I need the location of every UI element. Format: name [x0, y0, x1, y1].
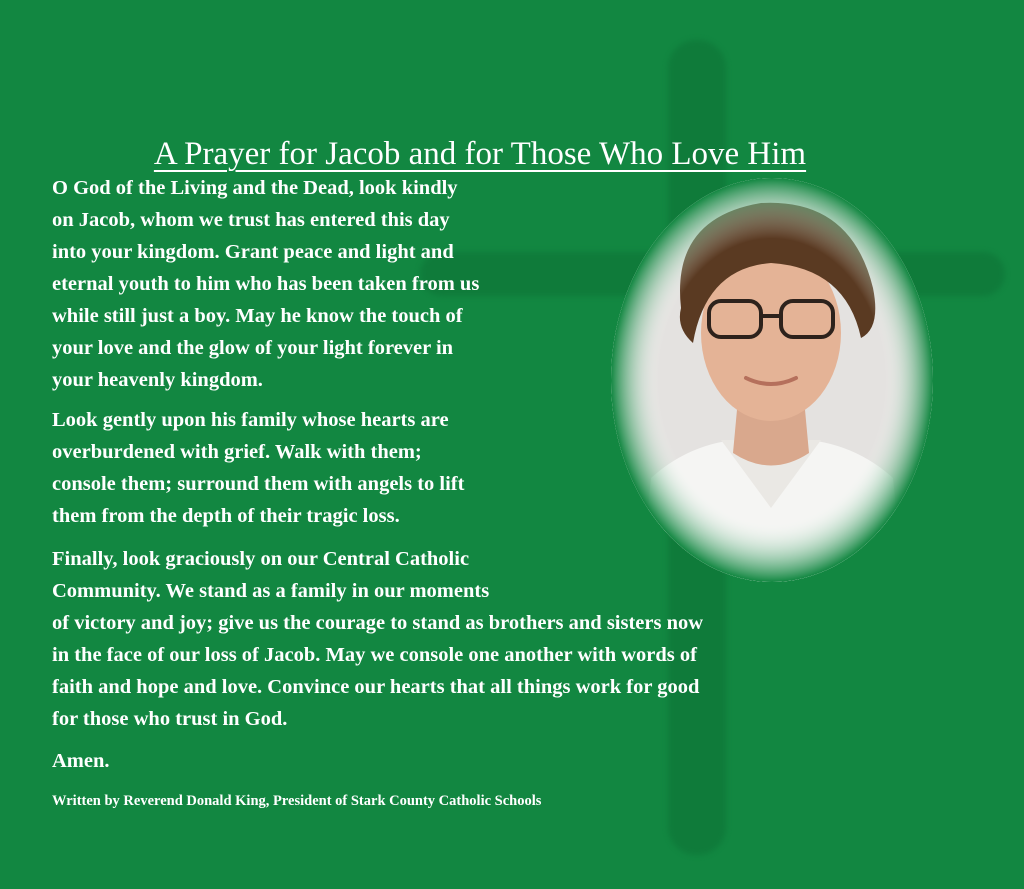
prayer-paragraph-2: Look gently upon his family whose hearts are overburdened with grief. Walk with them; console them; surround them with angels to lift them from the depth of their tragic loss.	[52, 409, 465, 527]
author-credit: Written by Reverend Donald King, President of Stark County Catholic Schools	[52, 793, 542, 809]
prayer-paragraph-3: Finally, look graciously on our Central Catholic Community. We stand as a family in our moments of victory and joy; give us the courage to stand as brothers and sisters now in the face of our loss of Jacob. May we console one another with words of faith and hope and love. Convince our hearts that all things work for good for those who trust in God.	[52, 548, 704, 730]
prayer-paragraph-1: O God of the Living and the Dead, look kindly on Jacob, whom we trust has entered this day into your kingdom. Grant peace and light and eternal youth to him who has been taken from us while still just a boy. May he know the touch of your love and the glow of your light forever in your heavenly kingdom.	[52, 177, 480, 391]
portrait-photo	[611, 178, 933, 582]
closing-amen: Amen.	[52, 750, 110, 772]
page-title: A Prayer for Jacob and for Those Who Love Him	[153, 136, 807, 173]
portrait-icon	[611, 178, 933, 582]
